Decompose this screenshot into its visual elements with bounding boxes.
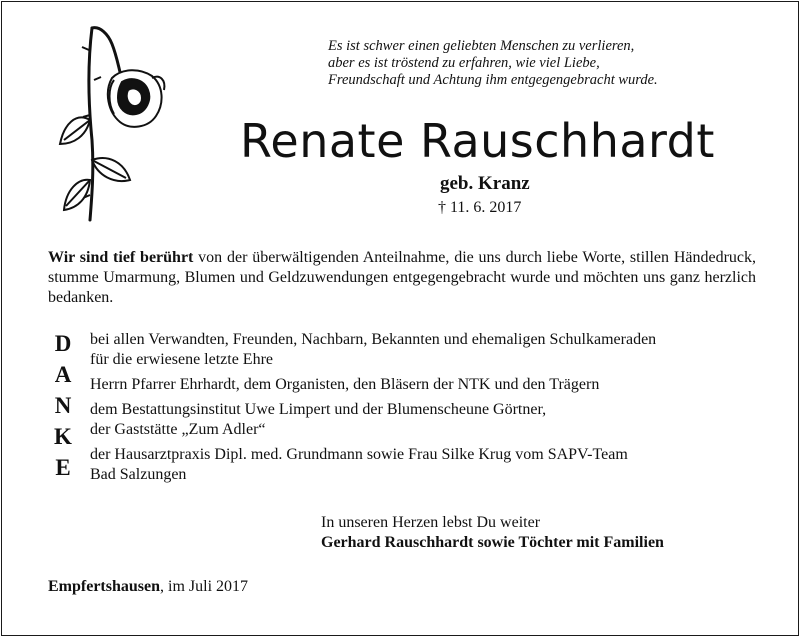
thanks-line: dem Bestattungsinstitut Uwe Limpert und der Blumenscheune Görtner,: [90, 401, 547, 418]
place-date-text: , im Juli 2017: [160, 578, 249, 595]
danke-letter: D: [54, 331, 72, 356]
deceased-name: Renate Rauschhardt: [240, 114, 715, 168]
death-date: † 11. 6. 2017: [438, 199, 522, 216]
danke-letter: K: [54, 424, 72, 449]
thanks-line: Bad Salzungen: [90, 466, 187, 483]
thanks-line: für die erwiesene letzte Ehre: [90, 351, 274, 368]
thanks-line: Herrn Pfarrer Ehrhardt, dem Organisten, den Bläsern der NTK und den Trägern: [90, 376, 600, 393]
intro-text: von der überwältigenden Anteilnahme, die uns durch liebe Worte, stillen Händedruck, stumme Umarmung, Blumen und Geldzuwendungen entgegengebracht wurde und möchten uns ganz herzlich bedanken.: [48, 249, 757, 306]
thanks-item: [90, 330, 756, 370]
danke-letter: N: [54, 393, 72, 418]
thanks-item: [90, 375, 756, 395]
danke-column: [48, 330, 78, 485]
place-date: [48, 578, 248, 596]
intro-paragraph: [48, 248, 756, 308]
thanks-list: [90, 330, 756, 490]
quote-line: aber es ist tröstend zu erfahren, wie viel Liebe,: [328, 55, 600, 71]
danke-letter: A: [54, 362, 72, 387]
thanks-line: der Gaststätte „Zum Adler“: [90, 421, 266, 438]
thanks-line: bei allen Verwandten, Freunden, Nachbarn, Bekannten und ehemaligen Schulkameraden: [90, 331, 657, 348]
thanks-item: [90, 400, 756, 440]
thanks-line: der Hausarztpraxis Dipl. med. Grundmann sowie Frau Silke Krug vom SAPV-Team: [90, 446, 628, 463]
closing-line: In unseren Herzen lebst Du weiter: [321, 514, 541, 531]
quote-line: Freundschaft und Achtung ihm entgegengebracht wurde.: [328, 72, 658, 88]
closing-block: [321, 513, 664, 553]
quote-line: Es ist schwer einen geliebten Menschen zu verlieren,: [328, 38, 635, 54]
birth-name: geb. Kranz: [440, 173, 530, 194]
danke-letter: E: [55, 455, 71, 480]
place-town: Empfertshausen: [48, 578, 161, 595]
thanks-item: [90, 445, 756, 485]
memorial-quote: [328, 38, 748, 89]
family-signature: Gerhard Rauschhardt sowie Töchter mit Familien: [321, 534, 664, 551]
intro-lead: Wir sind tief berührt: [48, 249, 194, 266]
